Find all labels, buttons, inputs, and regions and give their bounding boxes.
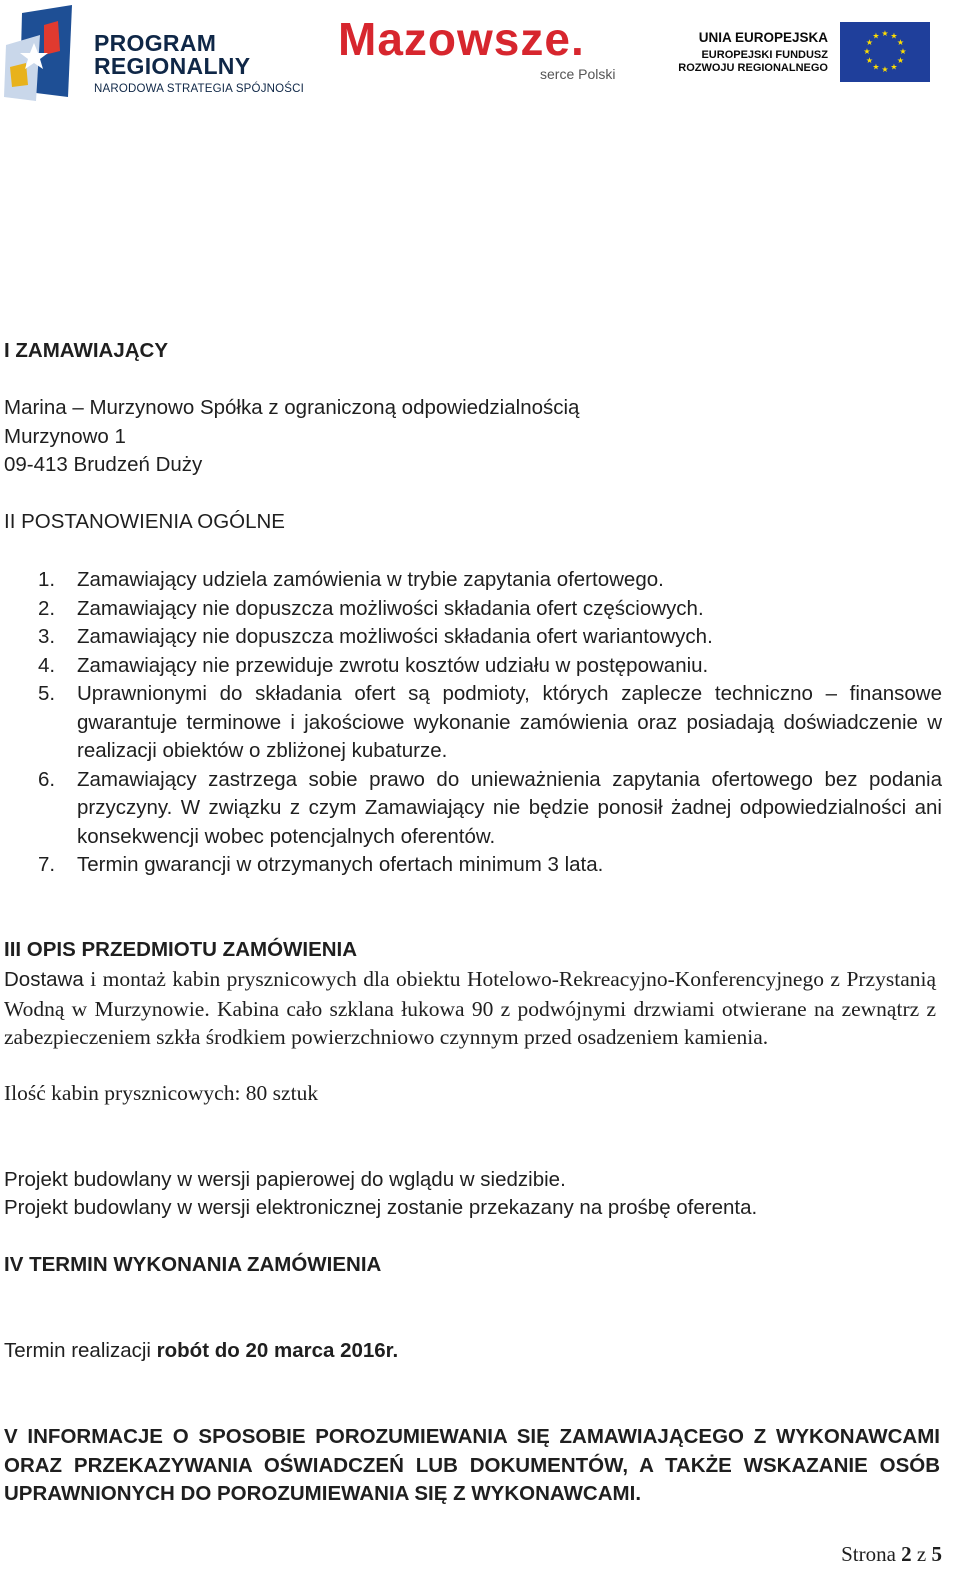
completion-term-label: Termin realizacji — [4, 1339, 157, 1362]
address-line: Murzynowo 1 — [4, 424, 126, 448]
completion-term-value: robót do 20 marca 2016r. — [156, 1339, 399, 1362]
list-item — [4, 566, 942, 595]
list-number: 5. — [38, 682, 56, 705]
list-number: 3. — [38, 625, 56, 648]
program-regionalny-logo — [0, 5, 305, 105]
page-of: z — [916, 1542, 927, 1566]
eu-flag-icon — [840, 22, 930, 82]
list-item — [4, 652, 942, 681]
mazowsze-logo — [338, 15, 638, 95]
list-text: Zamawiający nie dopuszcza możliwości składania ofert wariantowych. — [77, 625, 713, 648]
project-paper-note: Projekt budowlany w wersji papierowej do wglądu w siedzibie. — [4, 1168, 566, 1191]
svg-text:★: ★ — [863, 47, 871, 56]
address-line: Marina – Murzynowo Spółka z ograniczoną odpowiedzialnością — [4, 396, 580, 419]
page-total: 5 — [931, 1542, 942, 1566]
section-5-heading: V INFORMACJE O SPOSOBIE POROZUMIEWANIA SIĘ ZAMAWIAJĄCEGO Z WYKONAWCAMI ORAZ PRZEKAZYWANIA OŚWIADCZEŃ LUB DOKUMENTÓW, A TAKŻE WSKAZANIE OSÓB UPRAWNIONYCH DO POROZUMIEWANIA SIĘ Z WYKONAWCAMI. — [4, 1425, 940, 1505]
svg-text:★: ★ — [896, 56, 905, 65]
order-description-lead: Dostawa — [4, 968, 84, 991]
list-number: 2. — [38, 596, 56, 620]
list-text: Zamawiający udziela zamówienia w trybie zapytania ofertowego. — [77, 568, 664, 591]
address-line: 09-413 Brudzeń Duży — [4, 453, 203, 476]
svg-text:★: ★ — [881, 29, 889, 38]
program-regionalny-subtitle: NARODOWA STRATEGIA SPÓJNOŚCI — [94, 83, 305, 95]
section-4-heading: IV TERMIN WYKONANIA ZAMÓWIENIA — [4, 1253, 382, 1276]
mazowsze-wordmark-icon — [338, 15, 638, 65]
eu-logo-line1: UNIA EUROPEJSKA — [698, 30, 828, 45]
contracting-authority-address — [4, 394, 579, 480]
list-text: Zamawiający nie przewiduje zwrotu kosztów udziału w postępowaniu. — [77, 653, 709, 677]
eu-logo-line3: ROZWOJU REGIONALNEGO — [678, 62, 828, 74]
svg-text:Mazowsze.: Mazowsze. — [338, 15, 585, 65]
list-item — [4, 623, 942, 652]
project-electronic-note: Projekt budowlany w wersji elektronicznej zostanie przekazany na prośbę oferenta. — [4, 1196, 758, 1219]
section-2-heading: II POSTANOWIENIA OGÓLNE — [4, 510, 285, 533]
svg-text:★: ★ — [865, 56, 874, 65]
svg-text:★: ★ — [899, 47, 907, 56]
list-text: Zamawiający nie dopuszcza możliwości składania ofert częściowych. — [77, 596, 704, 620]
svg-text:★: ★ — [872, 31, 880, 41]
list-item — [4, 680, 942, 766]
list-item — [4, 851, 942, 880]
program-regionalny-emblem-icon — [0, 5, 80, 105]
completion-term — [4, 1337, 398, 1366]
svg-text:★: ★ — [865, 38, 874, 47]
svg-text:★: ★ — [890, 62, 898, 72]
order-description — [4, 965, 936, 1052]
page-word: Strona — [841, 1542, 896, 1566]
svg-text:★: ★ — [872, 62, 880, 72]
list-number: 4. — [38, 653, 56, 677]
list-number: 6. — [38, 767, 56, 791]
program-regionalny-title: PROGRAM REGIONALNY — [94, 30, 251, 79]
mazowsze-subtitle: serce Polski — [540, 66, 616, 82]
svg-text:★: ★ — [890, 31, 898, 41]
section-3-heading: III OPIS PRZEDMIOTU ZAMÓWIENIA — [4, 938, 358, 961]
list-text: Zamawiający zastrzega sobie prawo do unieważnienia zapytania ofertowego bez podania przyczyny. W związku z czym Zamawiający nie będzie ponosił żadnej odpowiedzialności ani konsekwencji wobec potencjalnych oferentów. — [77, 767, 942, 848]
page-current: 2 — [901, 1542, 912, 1566]
list-item — [4, 595, 942, 624]
list-text: Termin gwarancji w otrzymanych ofertach minimum 3 lata. — [77, 853, 604, 876]
general-provisions-list — [4, 566, 942, 880]
list-number: 1. — [38, 568, 56, 591]
eu-logo — [678, 22, 938, 82]
list-item — [4, 766, 942, 852]
page-number — [841, 1542, 942, 1567]
svg-text:★: ★ — [881, 65, 889, 74]
svg-text:★: ★ — [896, 38, 905, 47]
shower-cabin-quantity: Ilość kabin prysznicowych: 80 sztuk — [4, 1081, 319, 1105]
list-number: 7. — [38, 853, 56, 876]
section-1-heading: I ZAMAWIAJĄCY — [4, 339, 168, 362]
order-description-text: i montaż kabin prysznicowych dla obiektu Hotelowo-Rekreacyjno-Konferencyjnego z Przystanią Wodną w Murzynowie. Kabina cało szklana łukowa 90 z podwójnymi drzwiami otwierane na zewnątrz z zabezpieczeniem szkła środkiem powierzchniowo czynnym przed osadzeniem kamienia. — [4, 967, 936, 1049]
list-text: Uprawnionymi do składania ofert są podmioty, których zaplecze techniczno – finansowe gwarantuje terminowe i jakościowe wykonanie zamówienia oraz posiadają doświadczenie w realizacji obiektów o zbliżonej kubaturze. — [77, 682, 942, 762]
header-logos — [0, 0, 960, 110]
eu-logo-line2: EUROPEJSKI FUNDUSZ — [701, 49, 828, 61]
